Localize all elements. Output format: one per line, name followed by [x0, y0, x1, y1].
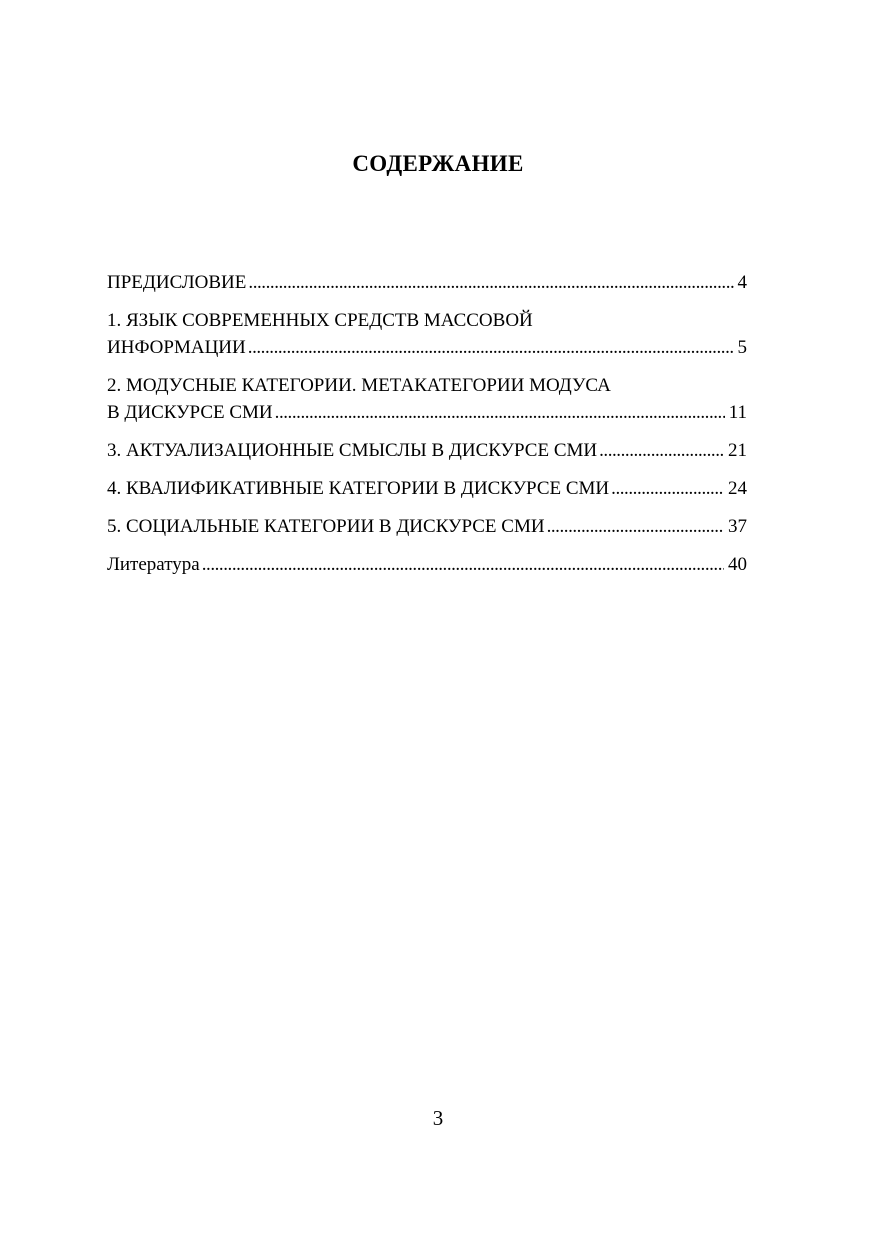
- table-of-contents: [107, 269, 747, 589]
- toc-entry-page: 5: [737, 337, 747, 358]
- toc-entry-title-line: 2. МОДУСНЫЕ КАТЕГОРИИ. МЕТАКАТЕГОРИИ МОДУСА: [107, 375, 611, 396]
- toc-entry-title: В ДИСКУРСЕ СМИ: [107, 402, 273, 423]
- toc-entry-page: 11: [728, 402, 747, 423]
- toc-entry-page: 40: [728, 554, 747, 575]
- toc-entry-page: 4: [737, 272, 747, 293]
- dot-leader: [275, 399, 725, 426]
- toc-entry-1: [107, 307, 747, 361]
- toc-entry-4: [107, 475, 747, 502]
- dot-leader: [611, 475, 724, 502]
- dot-leader: [547, 513, 724, 540]
- toc-entry-2: [107, 372, 747, 426]
- toc-entry-3: [107, 437, 747, 464]
- toc-entry-literature: [107, 551, 747, 578]
- toc-entry-page: 37: [728, 516, 747, 537]
- page-title: СОДЕРЖАНИЕ: [352, 151, 524, 176]
- toc-entry-title: 3. АКТУАЛИЗАЦИОННЫЕ СМЫСЛЫ В ДИСКУРСЕ СМИ: [107, 440, 598, 461]
- toc-entry-page: 21: [728, 440, 747, 461]
- toc-entry-title: ИНФОРМАЦИИ: [107, 337, 246, 358]
- toc-entry-title-line: 1. ЯЗЫК СОВРЕМЕННЫХ СРЕДСТВ МАССОВОЙ: [107, 310, 533, 331]
- toc-entry-title: 4. КВАЛИФИКАТИВНЫЕ КАТЕГОРИИ В ДИСКУРСЕ СМИ: [107, 478, 610, 499]
- toc-entry-page: 24: [728, 478, 747, 499]
- dot-leader: [202, 551, 724, 578]
- dot-leader: [599, 437, 724, 464]
- page-number: 3: [432, 1106, 444, 1130]
- toc-entry-title: ПРЕДИСЛОВИЕ: [107, 272, 247, 293]
- dot-leader: [248, 334, 734, 361]
- toc-entry-title: Литература: [107, 554, 200, 575]
- dot-leader: [248, 269, 733, 296]
- toc-entry-title: 5. СОЦИАЛЬНЫЕ КАТЕГОРИИ В ДИСКУРСЕ СМИ: [107, 516, 545, 537]
- toc-entry-preface: [107, 269, 747, 296]
- toc-entry-5: [107, 513, 747, 540]
